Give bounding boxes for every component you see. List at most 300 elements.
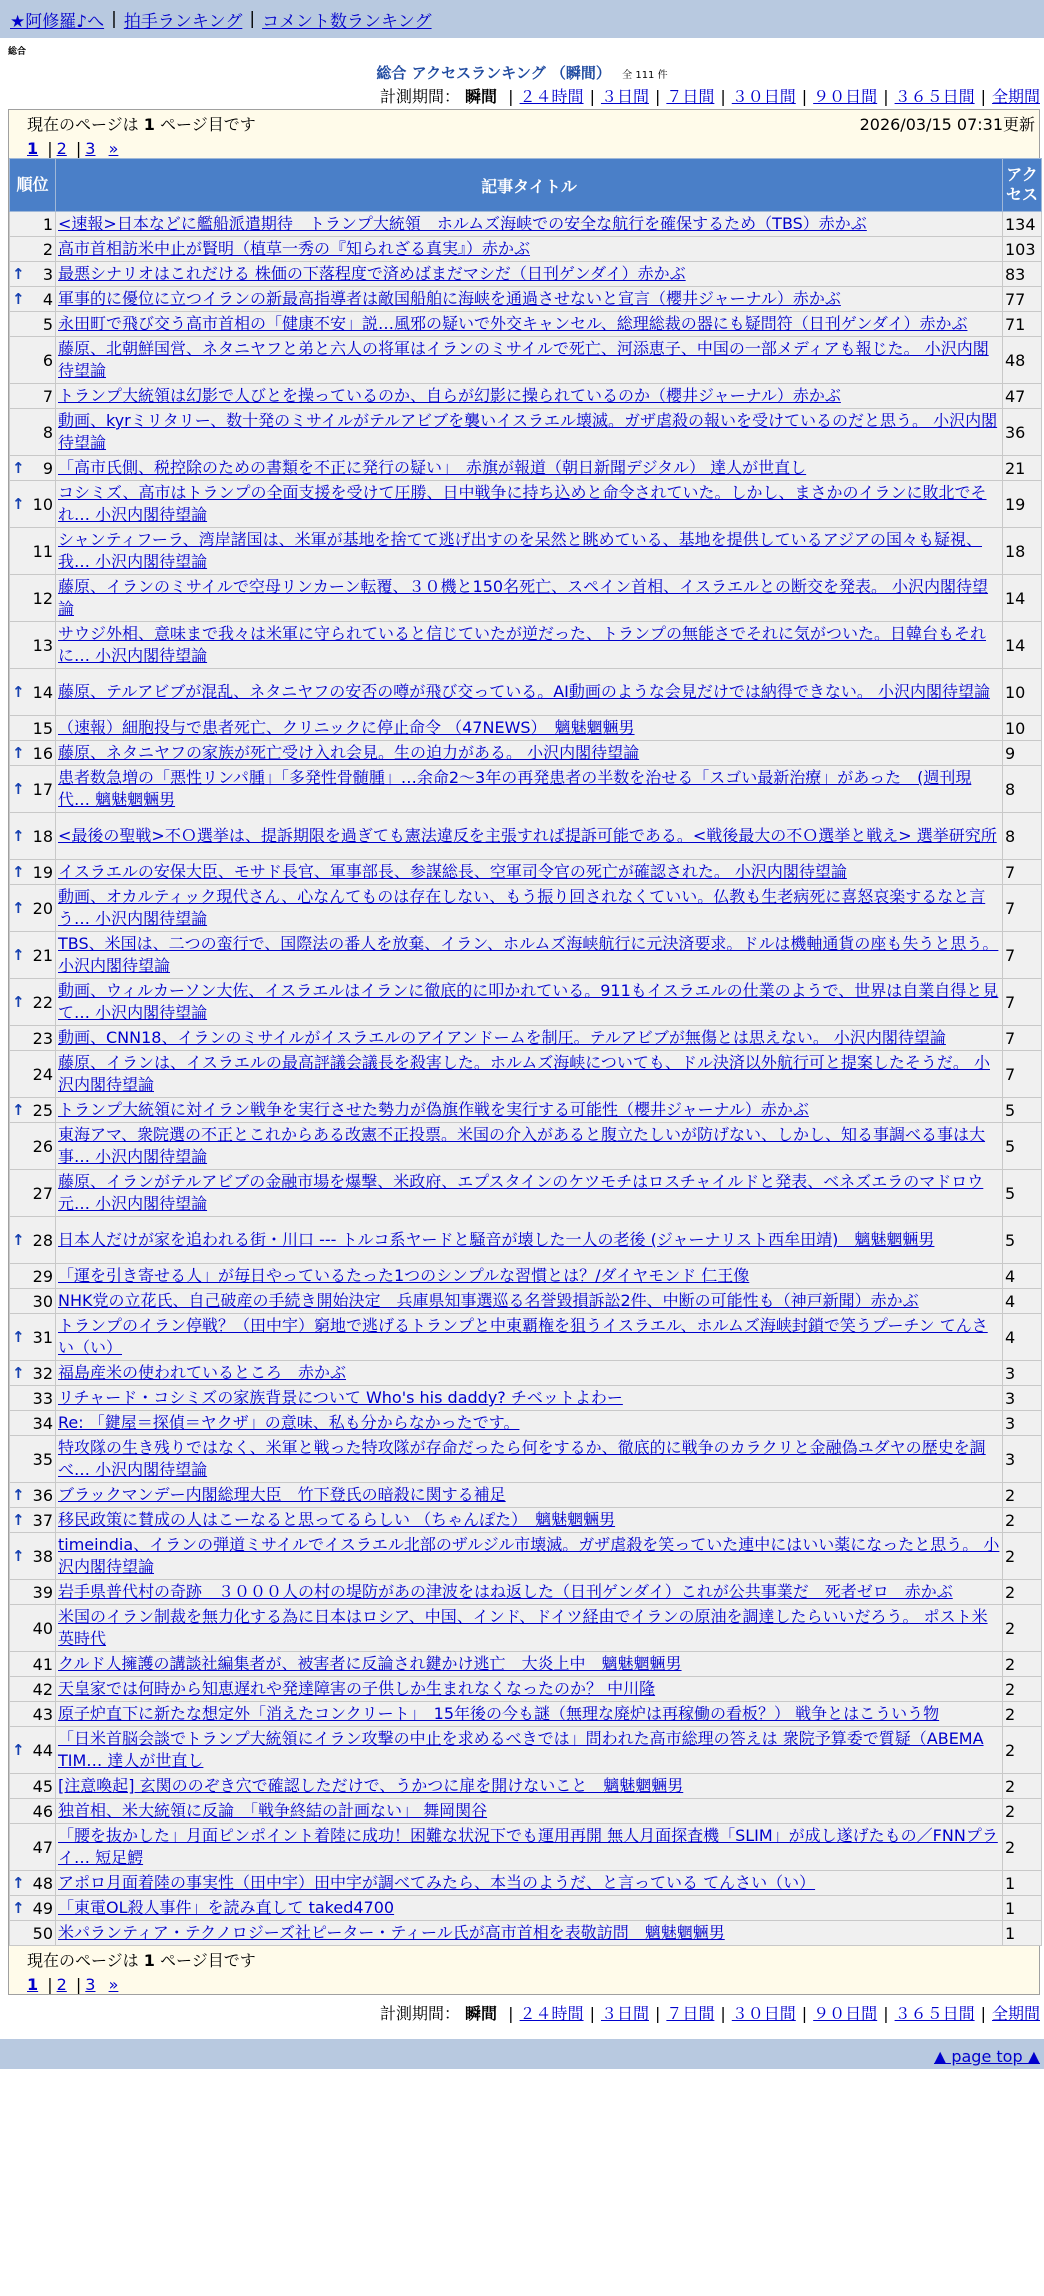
article-title-link[interactable]: 独首相、米大統領に反論 「戦争終結の計画ない」 舞岡関谷	[58, 1801, 488, 1820]
period-separator: |	[720, 87, 726, 106]
rank-number: 12	[32, 588, 53, 608]
rank-cell	[10, 528, 56, 575]
rank-cell	[10, 1289, 56, 1314]
access-count: 2	[1003, 1824, 1042, 1871]
article-title-link[interactable]: トランプのイラン停戦？（田中宇）窮地で逃げるトランプと中東覇権を狙うイスラエル、ホルムズ海峡封鎖で笑うプーチン てんさい（い）	[58, 1316, 988, 1357]
rank-number: 3	[42, 264, 53, 284]
rank-cell	[10, 1361, 56, 1386]
article-title-link[interactable]: 藤原、ネタニヤフの家族が死亡受け入れ会見。生の迫力がある。 小沢内閣待望論	[58, 743, 640, 762]
period-link[interactable]: 全期間	[991, 2004, 1040, 2023]
article-title-link[interactable]: クルド人擁護の講談社編集者が、被害者に反論され鍵かけ逃亡 大炎上中 魑魅魍魎男	[58, 1654, 682, 1673]
rank-number: 13	[32, 635, 53, 655]
title-cell	[56, 262, 1003, 287]
period-link[interactable]: ２４時間	[519, 87, 584, 106]
period-label: 計測期間：	[379, 2004, 460, 2023]
period-separator: |	[589, 2004, 595, 2023]
rank-number: 24	[32, 1064, 53, 1084]
next-page-link[interactable]: »	[108, 139, 119, 158]
article-title-link[interactable]: <最後の聖戦>不Ｏ選挙は、提訴期限を過ぎても憲法違反を主張すれば提訴可能である。<戦後最大の不Ｏ選挙と戦え> 選挙研究所	[58, 826, 997, 845]
title-cell	[56, 1098, 1003, 1123]
rank-up-arrow-icon: ↑	[12, 945, 25, 964]
rank-number: 29	[32, 1266, 53, 1286]
article-title-link[interactable]: シャンティフーラ、湾岸諸国は、米軍が基地を捨てて逃げ出すのを呆然と眺めている、基地を提供しているアジアの国々も疑視、我… 小沢内閣待望論	[58, 530, 983, 571]
table-row	[10, 337, 1042, 384]
rank-number: 43	[32, 1704, 53, 1724]
title-cell	[56, 1727, 1003, 1774]
article-title-link[interactable]: トランプ大統領に対イラン戦争を実行させた勢力が偽旗作戦を実行する可能性（櫻井ジャーナル）赤かぶ	[58, 1100, 809, 1119]
title-cell	[56, 481, 1003, 528]
rank-number: 6	[42, 350, 53, 370]
access-count: 2	[1003, 1799, 1042, 1824]
table-row	[10, 237, 1042, 262]
access-header: アクセス	[1003, 159, 1042, 212]
article-title-link[interactable]: リチャード・コシミズの家族背景について Who's his daddy? チベットよわー	[58, 1388, 623, 1407]
article-title-link[interactable]: 動画、ウィルカーソン大佐、イスラエルはイランに徹底的に叩かれている。911もイスラエルの仕業のようで、世界は自業自得と見て… 小沢内閣待望論	[58, 981, 999, 1022]
rank-number: 10	[32, 494, 53, 514]
article-title-link[interactable]: 特攻隊の生き残りではなく、米軍と戦った特攻隊が存命だったら何をするか、徹底的に戦争のカラクリと金融偽ユダヤの歴史を調べ… 小沢内閣待望論	[58, 1438, 986, 1479]
access-count: 8	[1003, 766, 1042, 813]
rank-number: 16	[32, 743, 53, 763]
rank-number: 46	[32, 1801, 53, 1821]
rank-number: 30	[32, 1291, 53, 1311]
period-link[interactable]: ７日間	[666, 2004, 715, 2023]
table-row	[10, 1314, 1042, 1361]
article-title-link[interactable]: Re: 「鍵屋＝探偵＝ヤクザ」の意味、私も分からなかったです。	[58, 1413, 520, 1432]
period-label: 計測期間：	[379, 87, 460, 106]
category-tag: 総合	[8, 47, 27, 57]
access-count: 3	[1003, 1361, 1042, 1386]
access-count: 2	[1003, 1702, 1042, 1727]
rank-cell	[10, 1799, 56, 1824]
period-current: 瞬間	[465, 2004, 498, 2023]
rank-number: 11	[32, 541, 53, 561]
table-row	[10, 1824, 1042, 1871]
rank-cell	[10, 1727, 56, 1774]
article-title-link[interactable]: 原子炉直下に新たな想定外「消えたコンクリート」 15年後の今も謎（無理な廃炉は再稼働の看板？） 戦争とはこういう物	[58, 1704, 940, 1723]
title-cell	[56, 1896, 1003, 1921]
table-row	[10, 1051, 1042, 1098]
article-title-link[interactable]: （速報）細胞投与で患者死亡、クリニックに停止命令 （47NEWS） 魑魅魍魎男	[58, 718, 635, 737]
rank-up-arrow-icon: ↑	[12, 289, 25, 308]
page-2-link[interactable]: 2	[56, 1975, 67, 1994]
title-cell	[56, 1508, 1003, 1533]
title-cell	[56, 409, 1003, 456]
title-cell	[56, 456, 1003, 481]
ranking-rows	[10, 212, 1042, 1946]
rank-cell	[10, 409, 56, 456]
access-count: 1	[1003, 1896, 1042, 1921]
page-3-link[interactable]: 3	[85, 1975, 96, 1994]
rank-number: 38	[32, 1546, 53, 1566]
article-title-link[interactable]: 米国のイラン制裁を無力化する為に日本はロシア、中国、インド、ドイツ経由でイランの原油を調達したらいいだろう。 ポスト米英時代	[58, 1607, 988, 1648]
rank-cell	[10, 1051, 56, 1098]
table-row	[10, 1702, 1042, 1727]
rank-number: 48	[32, 1873, 53, 1893]
page-3-link[interactable]: 3	[85, 139, 96, 158]
article-title-link[interactable]: 移民政策に賛成の人はこーなると思ってるらしい （ちゃんぽた） 魑魅魍魎男	[58, 1510, 616, 1529]
rank-number: 40	[32, 1618, 53, 1638]
table-row	[10, 1411, 1042, 1436]
table-row	[10, 312, 1042, 337]
title-cell	[56, 528, 1003, 575]
current-page-text: 現在のページは 1 ページ目です	[27, 115, 256, 134]
period-link[interactable]: ３６５日間	[894, 87, 975, 106]
table-row	[10, 1170, 1042, 1217]
article-title-link[interactable]: TBS、米国は、二つの蛮行で、国際法の番人を放棄、イラン、ホルムズ海峡航行に元決済要求。ドルは機軸通貨の座も失うと思う。 小沢内閣待望論	[58, 934, 999, 975]
rank-cell	[10, 1605, 56, 1652]
access-count: 103	[1003, 237, 1042, 262]
rank-number: 33	[32, 1388, 53, 1408]
title-cell	[56, 1411, 1003, 1436]
table-row	[10, 262, 1042, 287]
access-count: 7	[1003, 1026, 1042, 1051]
table-row	[10, 716, 1042, 741]
pagination: 1 | 2 | 3 »	[27, 139, 119, 158]
rank-cell	[10, 337, 56, 384]
article-title-link[interactable]: 「高市氏側、税控除のための書類を不正に発行の疑い」 赤旗が報道（朝日新聞デジタル） 達人が世直し	[58, 458, 807, 477]
update-timestamp: 2026/03/15 07:31更新	[859, 115, 1035, 134]
period-separator: |	[801, 87, 808, 106]
rank-cell	[10, 860, 56, 885]
rank-up-arrow-icon: ↑	[12, 1898, 25, 1917]
title-cell	[56, 287, 1003, 312]
rank-number: 15	[32, 718, 53, 738]
title-cell	[56, 1361, 1003, 1386]
period-separator: |	[589, 87, 595, 106]
title-cell	[56, 1436, 1003, 1483]
table-row	[10, 1026, 1042, 1051]
article-title-link[interactable]: 動画、kyrミリタリー、数十発のミサイルがテルアビブを襲いイスラエル壊滅。ガザ虐殺の報いを受けているのだと思う。 小沢内閣待望論	[58, 411, 998, 452]
title-cell	[56, 741, 1003, 766]
period-link[interactable]: ３日間	[600, 87, 649, 106]
rank-cell	[10, 1123, 56, 1170]
rank-cell	[10, 237, 56, 262]
article-title-link[interactable]: <速報>日本などに艦船派遣期待 トランプ大統領 ホルムズ海峡での安全な航行を確保するため（TBS）赤かぶ	[58, 214, 867, 233]
table-row	[10, 813, 1042, 860]
rank-number: 19	[32, 862, 53, 882]
rank-cell	[10, 1677, 56, 1702]
article-title-link[interactable]: 米パランティア・テクノロジーズ社ピーター・ティール氏が高市首相を表敬訪問 魑魅魍魎男	[58, 1923, 725, 1942]
table-row	[10, 409, 1042, 456]
table-row	[10, 741, 1042, 766]
article-title-link[interactable]: 最悪シナリオはこれだける 株価の下落程度で済めばまだマシだ（日刊ゲンダイ）赤かぶ	[58, 264, 686, 283]
rank-number: 17	[32, 779, 53, 799]
article-title-link[interactable]: 「運を引き寄せる人」が毎日やっているたった1つのシンプルな習慣とは？/ダイヤモンド 仁王像	[58, 1266, 750, 1285]
title-cell	[56, 1774, 1003, 1799]
footer-bar	[0, 2039, 1044, 2069]
rank-cell	[10, 1580, 56, 1605]
period-separator: |	[720, 2004, 726, 2023]
access-count: 19	[1003, 481, 1042, 528]
table-row	[10, 766, 1042, 813]
access-count: 18	[1003, 528, 1042, 575]
period-link[interactable]: ９０日間	[813, 87, 878, 106]
item-count: 全 111 件	[622, 70, 668, 81]
article-title-link[interactable]: 動画、オカルティック現代さん、心なんてものは存在しない、もう振り回されなくていい。仏教も生老病死に喜怒哀楽するなと言う… 小沢内閣待望論	[58, 887, 986, 928]
title-cell	[56, 1799, 1003, 1824]
title-cell	[56, 237, 1003, 262]
period-separator: |	[883, 87, 889, 106]
rank-number: 18	[32, 826, 53, 846]
article-title-link[interactable]: 「腰を抜かした」月面ピンポイント着陸に成功！困難な状況下でも運用再開 無人月面探査機「SLIM」が成し遂げたもの／FNNプライ… 短足鰐	[58, 1826, 998, 1867]
table-row	[10, 1386, 1042, 1411]
article-title-link[interactable]: 藤原、イランがテルアビブの金融市場を爆撃、米政府、エプスタインのケツモチはロスチャイルドと発表、ベネズエラのマドロウ元… 小沢内閣待望論	[58, 1172, 984, 1213]
title-cell	[56, 813, 1003, 860]
rank-up-arrow-icon: ↑	[12, 458, 25, 477]
rank-cell	[10, 1314, 56, 1361]
title-header: 記事タイトル	[56, 159, 1003, 212]
rank-up-arrow-icon: ↑	[12, 1327, 25, 1346]
page-1-link[interactable]: 1	[27, 1975, 39, 1994]
title-cell	[56, 1677, 1003, 1702]
article-title-link[interactable]: NHK党の立花氏、自己破産の手続き開始決定 兵庫県知事選巡る名誉毀損訴訟2件、中断の可能性も（神戸新聞）赤かぶ	[58, 1291, 919, 1310]
access-count: 21	[1003, 456, 1042, 481]
rank-cell	[10, 1436, 56, 1483]
rank-cell	[10, 1411, 56, 1436]
access-count: 2	[1003, 1533, 1042, 1580]
article-title-link[interactable]: ブラックマンデー内閣総理大臣 竹下登氏の暗殺に関する補足	[58, 1485, 506, 1504]
rank-number: 50	[32, 1923, 53, 1943]
rank-up-arrow-icon: ↑	[12, 862, 25, 881]
article-title-link[interactable]: 東海アマ、衆院選の不正とこれからある改憲不正投票。米国の介入があると腹立たしいが防げない、しかし、知る事調べる事は大事… 小沢内閣待望論	[58, 1125, 986, 1166]
period-separator: |	[801, 2004, 808, 2023]
rank-cell	[10, 1921, 56, 1946]
rank-up-arrow-icon: ↑	[12, 826, 25, 845]
rank-number: 7	[42, 386, 53, 406]
access-count: 2	[1003, 1652, 1042, 1677]
table-row	[10, 1799, 1042, 1824]
article-title-link[interactable]: アポロ月面着陸の事実性（田中宇）田中宇が調べてみたら、本当のようだ、と言っている てんさい（い）	[58, 1873, 816, 1892]
table-row	[10, 1652, 1042, 1677]
access-count: 5	[1003, 1170, 1042, 1217]
title-cell	[56, 979, 1003, 1026]
article-title-link[interactable]: サウジ外相、意味まで我々は米軍に守られていると信じていたが逆だった、トランプの無能さでそれに気がついた。日韓台もそれに… 小沢内閣待望論	[58, 624, 987, 665]
article-title-link[interactable]: 藤原、テルアビブが混乱、ネタニヤフの安否の噂が飛び交っている。AI動画のような会見だけでは納得できない。 小沢内閣待望論	[58, 682, 990, 701]
access-count: 2	[1003, 1508, 1042, 1533]
table-row	[10, 1508, 1042, 1533]
period-current: 瞬間	[465, 87, 498, 106]
rank-cell	[10, 1098, 56, 1123]
article-title-link[interactable]: イスラエルの安保大臣、モサド長官、軍事部長、参謀総長、空軍司令官の死亡が確認された。 小沢内閣待望論	[58, 862, 847, 881]
article-title-link[interactable]: 藤原、北朝鮮国営、ネタニヤフと弟と六人の将軍はイランのミサイルで死亡、河添恵子、中国の一部メディアも報じた。 小沢内閣待望論	[58, 339, 989, 380]
page-info-bottom	[9, 1946, 1039, 1994]
rank-up-arrow-icon: ↑	[12, 1485, 25, 1504]
access-count: 14	[1003, 622, 1042, 669]
rank-cell	[10, 1264, 56, 1289]
rank-number: 41	[32, 1654, 53, 1674]
rank-number: 4	[42, 289, 53, 309]
rank-number: 31	[32, 1327, 53, 1347]
period-link[interactable]: ３０日間	[731, 87, 796, 106]
rank-number: 39	[32, 1582, 53, 1602]
table-row	[10, 1727, 1042, 1774]
access-count: 77	[1003, 287, 1042, 312]
article-title-link[interactable]: 動画、CNN18、イランのミサイルがイスラエルのアイアンドームを制圧。テルアビブが無傷とは思えない。 小沢内閣待望論	[58, 1028, 946, 1047]
rank-up-arrow-icon: ↑	[12, 1546, 25, 1565]
table-row	[10, 384, 1042, 409]
rank-cell	[10, 1774, 56, 1799]
period-link[interactable]: ９０日間	[813, 2004, 878, 2023]
access-count: 5	[1003, 1098, 1042, 1123]
table-row	[10, 1289, 1042, 1314]
access-count: 2	[1003, 1580, 1042, 1605]
article-title-link[interactable]: 岩手県普代村の奇跡 ３０００人の村の堤防があの津波をはね返した（日刊ゲンダイ）これが公共事業だ 死者ゼロ 赤かぶ	[58, 1582, 953, 1601]
title-cell	[56, 860, 1003, 885]
access-count: 5	[1003, 1123, 1042, 1170]
article-title-link[interactable]: 軍事的に優位に立つイランの新最高指導者は敵国船舶に海峡を通過させないと宣言（櫻井ジャーナル）赤かぶ	[58, 289, 841, 308]
table-row	[10, 1896, 1042, 1921]
table-row	[10, 1483, 1042, 1508]
ranking-table	[9, 158, 1042, 1946]
access-count: 7	[1003, 860, 1042, 885]
title-cell	[56, 1824, 1003, 1871]
rank-cell	[10, 813, 56, 860]
access-count: 14	[1003, 575, 1042, 622]
title-cell	[56, 1289, 1003, 1314]
table-row	[10, 622, 1042, 669]
rank-cell	[10, 716, 56, 741]
access-count: 7	[1003, 1051, 1042, 1098]
title-cell	[56, 1051, 1003, 1098]
article-title-link[interactable]: 患者数急増の「悪性リンパ腫」「多発性骨髄腫」…余命2～3年の再発患者の半数を治せる「スゴい最新治療」があった (週刊現代… 魑魅魍魎男	[58, 768, 972, 809]
access-count: 134	[1003, 212, 1042, 237]
rank-number: 34	[32, 1413, 53, 1433]
title-cell	[56, 575, 1003, 622]
rank-cell	[10, 456, 56, 481]
rank-number: 5	[42, 314, 53, 334]
title-cell	[56, 622, 1003, 669]
rank-number: 1	[42, 214, 53, 234]
rank-cell	[10, 1483, 56, 1508]
access-count: 10	[1003, 669, 1042, 716]
rank-cell	[10, 1702, 56, 1727]
article-title-link[interactable]: timeindia、イランの弾道ミサイルでイスラエル北部のザルジル市壊滅。ガザ虐殺を笑っていた連中にはいい薬になったと思う。 小沢内閣待望論	[58, 1535, 1000, 1576]
article-title-link[interactable]: 天皇家では何時から知恵遅れや発達障害の子供しか生まれなくなったのか？ 中川隆	[58, 1679, 656, 1698]
rank-number: 45	[32, 1776, 53, 1796]
rank-up-arrow-icon: ↑	[12, 898, 25, 917]
period-link[interactable]: 全期間	[991, 87, 1040, 106]
access-count: 2	[1003, 1605, 1042, 1652]
rank-cell	[10, 979, 56, 1026]
period-link[interactable]: ２４時間	[519, 2004, 584, 2023]
title-cell	[56, 669, 1003, 716]
rank-number: 27	[32, 1183, 53, 1203]
title-cell	[56, 337, 1003, 384]
clap-ranking-link[interactable]: 拍手ランキング	[123, 11, 243, 32]
access-count: 9	[1003, 741, 1042, 766]
article-title-link[interactable]: トランプ大統領は幻影で人びとを操っているのか、自らが幻影に操られているのか（櫻井ジャーナル）赤かぶ	[58, 386, 841, 405]
table-row	[10, 1217, 1042, 1264]
rank-number: 26	[32, 1136, 53, 1156]
title-cell	[56, 1123, 1003, 1170]
period-link[interactable]: ３０日間	[731, 2004, 796, 2023]
period-link[interactable]: ３日間	[600, 2004, 649, 2023]
article-title-link[interactable]: 日本人だけが家を追われる街・川口 --- トルコ系ヤードと騒音が壊した一人の老後 (ジャーナリスト西牟田靖) 魑魅魍魎男	[58, 1230, 935, 1249]
rank-cell	[10, 262, 56, 287]
title-cell	[56, 1921, 1003, 1946]
article-title-link[interactable]: 永田町で飛び交う高市首相の「健康不安」説…風邪の疑いで外交キャンセル、総理総裁の器にも疑問符（日刊ゲンダイ）赤かぶ	[58, 314, 968, 333]
access-count: 47	[1003, 384, 1042, 409]
home-link[interactable]: ★阿修羅♪へ	[10, 11, 105, 32]
title-cell	[56, 1652, 1003, 1677]
rank-cell	[10, 312, 56, 337]
rank-cell	[10, 481, 56, 528]
rank-number: 22	[32, 992, 53, 1012]
title-cell	[56, 1580, 1003, 1605]
rank-number: 23	[32, 1028, 53, 1048]
rank-cell	[10, 741, 56, 766]
period-links	[502, 2004, 1040, 2023]
table-row	[10, 979, 1042, 1026]
next-page-link[interactable]: »	[108, 1975, 119, 1994]
rank-cell	[10, 1652, 56, 1677]
rank-cell	[10, 1896, 56, 1921]
ranking-box	[8, 109, 1040, 1995]
rank-up-arrow-icon: ↑	[12, 1873, 25, 1892]
table-row	[10, 1580, 1042, 1605]
rank-up-arrow-icon: ↑	[12, 743, 25, 762]
table-row	[10, 1361, 1042, 1386]
article-title-link[interactable]: [注意喚起] 玄関ののぞき穴で確認しただけで、うかつに扉を開けないこと 魑魅魍魎男	[58, 1776, 684, 1795]
title-cell	[56, 1264, 1003, 1289]
table-row	[10, 481, 1042, 528]
rank-cell	[10, 1533, 56, 1580]
title-cell	[56, 766, 1003, 813]
rank-number: 21	[32, 945, 53, 965]
period-selector	[0, 84, 1044, 109]
article-title-link[interactable]: 福島産米の使われているところ 赤かぶ	[58, 1363, 347, 1382]
article-title-link[interactable]: コシミズ、高市はトランプの全面支援を受けて圧勝、日中戦争に持ち込めと命令されていた。しかし、まさかのイランに敗北でそれ… 小沢内閣待望論	[58, 483, 987, 524]
page-1-link[interactable]: 1	[27, 139, 39, 158]
rank-cell	[10, 212, 56, 237]
period-separator: |	[508, 2004, 514, 2023]
rank-number: 14	[32, 682, 53, 702]
page-top-link[interactable]: ▲ page top ▲	[933, 2047, 1040, 2066]
title-cell	[56, 1026, 1003, 1051]
table-row	[10, 932, 1042, 979]
table-row	[10, 1774, 1042, 1799]
table-row	[10, 212, 1042, 237]
period-link[interactable]: ７日間	[666, 87, 715, 106]
rank-number: 42	[32, 1679, 53, 1699]
page-2-link[interactable]: 2	[56, 139, 67, 158]
table-row	[10, 1123, 1042, 1170]
period-separator: |	[980, 2004, 986, 2023]
article-title-link[interactable]: 藤原、イランのミサイルで空母リンカーン転覆、３０機と150名死亡、スペイン首相、イスラエルとの断交を発表。 小沢内閣待望論	[58, 577, 989, 618]
period-separator: |	[654, 2004, 661, 2023]
article-title-link[interactable]: 藤原、イランは、イスラエルの最高評議会議長を殺害した。ホルムズ海峡についても、ドル決済以外航行可と提案したそうだ。 小沢内閣待望論	[58, 1053, 990, 1094]
access-count: 3	[1003, 1436, 1042, 1483]
rank-up-arrow-icon: ↑	[12, 1230, 25, 1249]
access-count: 10	[1003, 716, 1042, 741]
title-cell	[56, 1605, 1003, 1652]
title-cell	[56, 384, 1003, 409]
rank-number: 8	[42, 422, 53, 442]
article-title-link[interactable]: 「東電OL殺人事件」を読み直して taked4700	[58, 1898, 395, 1917]
period-separator: |	[508, 87, 514, 106]
rank-number: 28	[32, 1230, 53, 1250]
period-link[interactable]: ３６５日間	[894, 2004, 975, 2023]
rank-cell	[10, 885, 56, 932]
comment-ranking-link[interactable]: コメント数ランキング	[262, 11, 432, 32]
table-row	[10, 456, 1042, 481]
table-row	[10, 1533, 1042, 1580]
rank-number: 44	[32, 1740, 53, 1760]
article-title-link[interactable]: 高市首相訪米中止が賢明（植草一秀の『知られざる真実』）赤かぶ	[58, 239, 531, 258]
table-row	[10, 1098, 1042, 1123]
access-count: 71	[1003, 312, 1042, 337]
article-title-link[interactable]: 「日米首脳会談でトランプ大統領にイラン攻撃の中止を求めるべきでは」問われた高市総理の答えは 衆院予算委で質疑（ABEMA TIM… 達人が世直し	[58, 1729, 984, 1770]
